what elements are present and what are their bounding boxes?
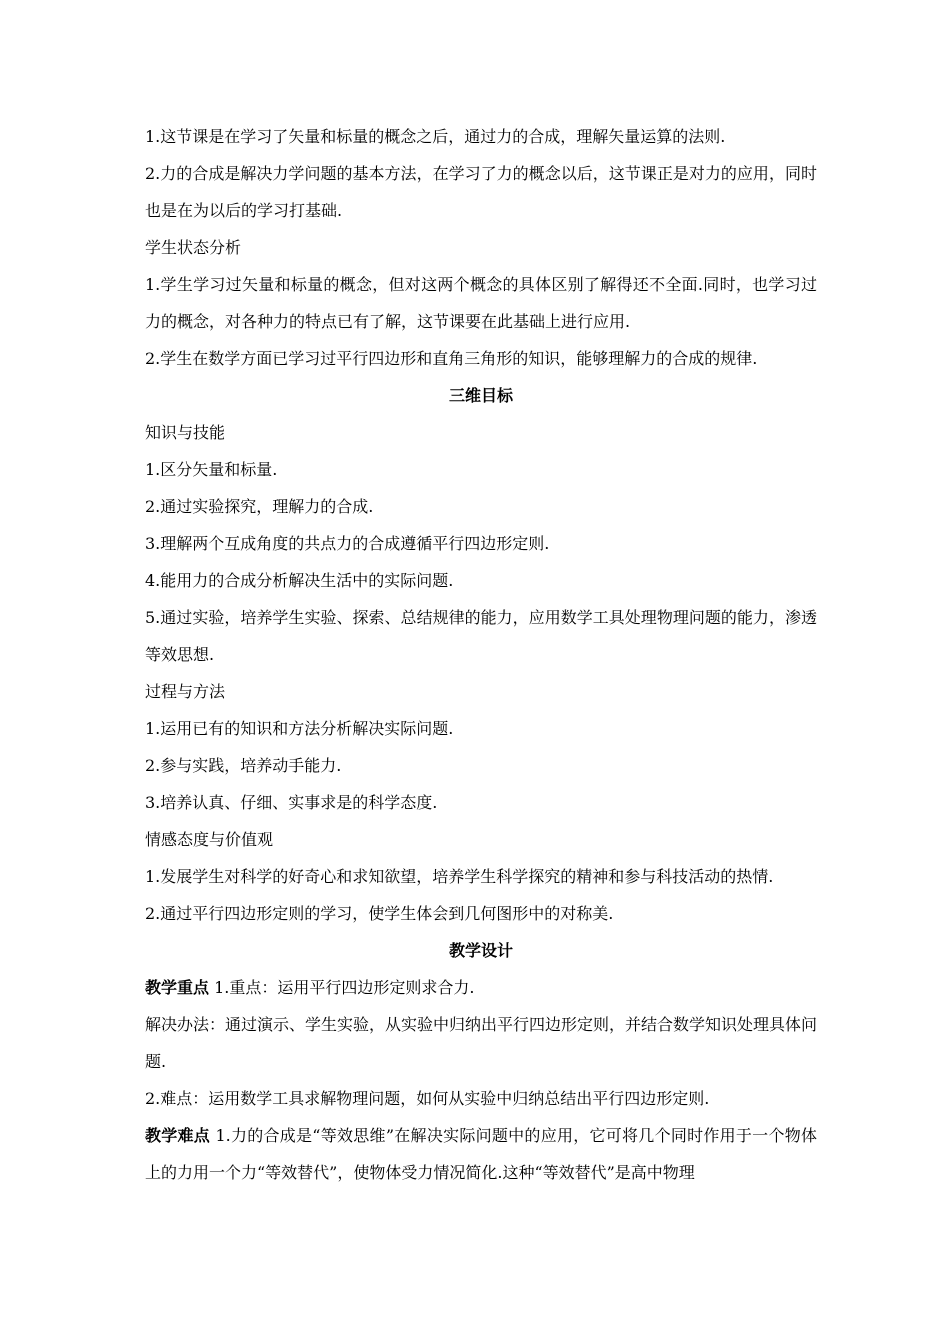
knowledge-title: 知识与技能	[145, 423, 226, 442]
key-point-label: 教学重点	[145, 978, 210, 997]
knowledge-item-2: 2.通过实验探究，理解力的合成.	[145, 497, 374, 516]
method-paragraph: 解决办法：通过演示、学生实验，从实验中归纳出平行四边形定则，并结合数学知识处理具体问题.	[145, 1015, 818, 1071]
process-item-2: 2.参与实践，培养动手能力.	[145, 756, 342, 775]
key-point-paragraph	[145, 969, 817, 1006]
process-item-3: 3.培养认真、仔细、实事求是的科学态度.	[145, 793, 438, 812]
knowledge-item-4: 4.能用力的合成分析解决生活中的实际问题.	[145, 571, 454, 590]
goals-heading: 三维目标	[448, 386, 513, 405]
emotion-item-1: 1.发展学生对科学的好奇心和求知欲望，培养学生科学探究的精神和参与科技活动的热情.	[145, 867, 774, 886]
difficulty-point-paragraph: 2.难点：运用数学工具求解物理问题，如何从实验中归纳总结出平行四边形定则.	[145, 1089, 710, 1108]
knowledge-item-3: 3.理解两个互成角度的共点力的合成遵循平行四边形定则.	[145, 534, 550, 553]
student-analysis-title: 学生状态分析	[145, 238, 242, 257]
document-page	[145, 118, 817, 1191]
hard-point-label: 教学难点	[145, 1126, 211, 1145]
knowledge-item-1: 1.区分矢量和标量.	[145, 460, 278, 479]
knowledge-item-5: 5.通过实验，培养学生实验、探索、总结规律的能力，应用数学工具处理物理问题的能力，渗透等效思想.	[145, 608, 817, 664]
student-analysis-item-2: 2.学生在数学方面已学习过平行四边形和直角三角形的知识，能够理解力的合成的规律.	[145, 349, 758, 368]
student-analysis-item-1: 1.学生学习过矢量和标量的概念，但对这两个概念的具体区别了解得还不全面.同时，也学习过力的概念，对各种力的特点已有了解，这节课要在此基础上进行应用.	[145, 275, 817, 331]
process-title: 过程与方法	[145, 682, 226, 701]
hard-point-paragraph	[145, 1117, 817, 1191]
key-point-text: 1.重点：运用平行四边形定则求合力.	[214, 978, 475, 997]
hard-point-text: 1.力的合成是“等效思维”在解决实际问题中的应用，它可将几个同时作用于一个物体上的力用一个力“等效替代”，使物体受力情况简化.这种“等效替代”是高中物理	[145, 1126, 817, 1182]
process-item-1: 1.运用已有的知识和方法分析解决实际问题.	[145, 719, 454, 738]
intro-paragraph-2: 2.力的合成是解决力学问题的基本方法，在学习了力的概念以后，这节课正是对力的应用，同时也是在为以后的学习打基础.	[145, 164, 817, 220]
design-heading: 教学设计	[448, 941, 513, 960]
emotion-item-2: 2.通过平行四边形定则的学习，使学生体会到几何图形中的对称美.	[145, 904, 614, 923]
intro-paragraph-1: 1.这节课是在学习了矢量和标量的概念之后，通过力的合成，理解矢量运算的法则.	[145, 127, 726, 146]
emotion-title: 情感态度与价值观	[145, 830, 274, 849]
